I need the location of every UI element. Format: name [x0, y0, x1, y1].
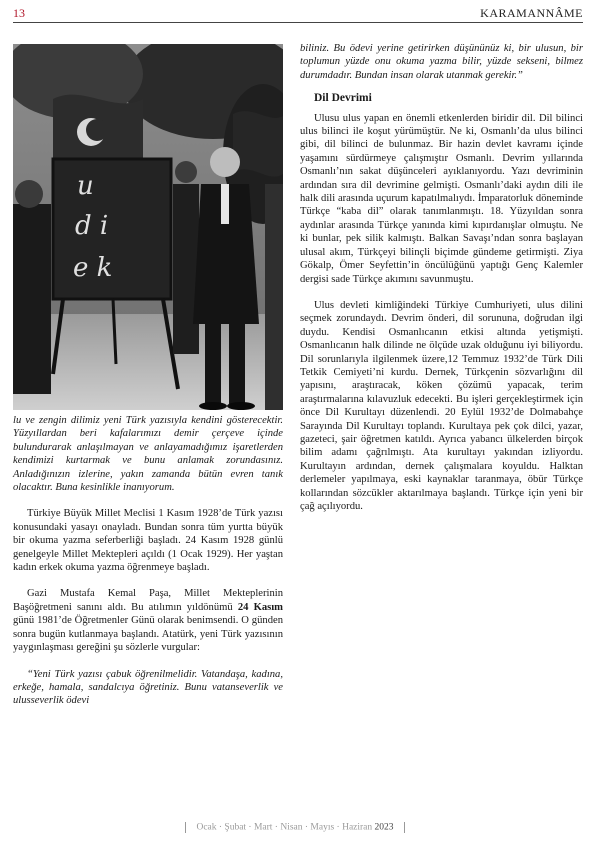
quote-continuation: biliniz. Bu ödevi yerine getirirken düşününüz ki, bir ulusun, bir toplumun yüzde onu okuma yazma bilir, yüzde sekseni, bilmez durumdadır. Bundan insan olarak utanmak gerekir.”: [300, 43, 583, 81]
board-letter-3: e k: [73, 253, 113, 283]
section-title: Dil Devrimi: [314, 92, 372, 105]
header-rule: [13, 22, 583, 23]
board-letter-1: u: [77, 171, 94, 201]
paragraph-language-awareness: Ulusu ulus yapan en önemli etkenlerden biridir dil. Dil bilinci ulus bilinci ile koşut yürümüştür. Ne ki, Osmanlı’da ulus bilinci gibi, dil bilinci de bulunmaz. Bir hazin devlet kavramı içinde yaşamını sürdürmeye çalışmıştır Osmanlı. Devrim yıllarında Osmanlı’nın sakat düşünceleri ayıklanıyordu. Yazı devriminin ardından sıra dil devrimine gelmişti. Osmanlı’daki aydın dili ile halk dili arasında uçurum kapatılmalıydı. İmparatorluk döneminde Türkçe “kaba dil” olarak tanımlanmıştı. 18. Yüzyıldan sonra aydınlar arasında Türkçe yanında kimi kıpırdanışlar olmuştu. Ne ki bunlar, pek silik kalmıştı. Balkan Savaşı’ndan sonra başlayan ulusal akım, Türkçeyi bilinçli biçimde gündeme getirmişti. Ziya Gökalp, Ömer Seyfettin’in öncülüğünü yaptığı Genç Kalemler dergisi sade Türkçe akımını savunmuştu.: [300, 112, 583, 285]
magazine-title: KARAMANNÂME: [480, 6, 583, 20]
board-letter-2: d i: [75, 211, 109, 241]
footer-year: 2023: [374, 822, 394, 833]
footer-months: Ocak · Şubat · Mart · Nisan · Mayıs · Haziran: [196, 822, 373, 833]
page-footer: [150, 822, 440, 836]
paragraph-teachers-day-b: günü 1981’de Öğretmenler Günü olarak benimsendi. O günden sonra bugün kutlanmaya başlandı. Atatürk, yeni Türk yazısının yaygınlaşması gereğini şu sözlerle vurgular:: [13, 615, 283, 654]
historical-photo: [13, 44, 283, 410]
teachers-day-date: 24 Kasım: [237, 601, 284, 613]
right-column: [300, 42, 583, 513]
page-number: 13: [13, 6, 25, 20]
footer-divider-left: [185, 822, 186, 833]
paragraph-teachers-day-a: Gazi Mustafa Kemal Paşa, Millet Mekteplerinin Başöğretmeni sanını aldı. Bu atılımın yıldönümü: [13, 588, 283, 613]
photo-illustration: [13, 44, 283, 410]
paragraph-teachers-day: [13, 587, 283, 654]
ataturk-quote: “Yeni Türk yazısı çabuk öğrenilmelidir. Vatandaşa, kadına, erkeğe, hamala, sandalcıya öğretiniz. Bunu vatanseverlik ve ulusseverlik ödevi: [13, 668, 283, 707]
quote-ending: lu ve zengin dilimiz yeni Türk yazısıyla kendini gösterecektir. Yüzyıllardan beri kafalarımızı demir çerçeve içinde bulundurarak anlaşılmayan ve anlayamadığımız işaretlerden kendimizi kurtarmak ve bunu anlamak zorundasınız. Anladığınızın izlerine, yakın zamanda bütün evren tanık olacaktır. Buna kesinlikle inanıyorum.: [13, 415, 283, 494]
paragraph-law: Türkiye Büyük Millet Meclisi 1 Kasım 1928’de Türk yazısı konusundaki yasayı onayladı. Bundan sonra tüm yurtta büyük bir okuma yazma seferberliği başladı. 24 Kasım 1928 günlü genelgeyle Millet Mektepleri açıldı (1 Ocak 1929). Her yaştan kadın erkek okuma yazma öğrenmeye başladı.: [13, 508, 283, 574]
footer-divider-right: [404, 822, 405, 833]
left-column: [13, 414, 283, 708]
paragraph-language-society: Ulus devleti kimliğindeki Türkiye Cumhuriyeti, ulus dilini seçmek zorundaydı. Devrim önderi, dil sorununa, doğrudan ilgi duydu. Kendisi Osmanlıcanın etkisi altında yetişmişti. Osmanlıcanın halk dilinde ne ölçüde uzak olduğunu iyi biliyordu. Dil sorunlarıyla ilgilenmek üzere,12 Temmuz 1932’de Türk Dili Tetkik Cemiyeti’ni kurdu. Dernek, Türkçenin sözvarlığını dil yapısını, araştıracak, köken çözümü yapacak, terim araştırmalarına kılavuzluk edecekti. Bu işleri gerçekleştirmek için önce Dil Kurultayı düzenlendi. 20 Eylül 1932’de Dolmabahçe Sarayında Dil Kurultayı toplandı. Kurultaya pek çok dilci, yazar, gazeteci, şair öğretmen katıldı. Ayrıca yabancı ülkelerden birçok bilim adamı çağrılmıştı. Ata kurultayı yakından izliyordu. Kurultayın ardından, dernek çalışmalara koyuldu. Halktan derlemeler yapılmaya, eski kaynaklar taranmaya, öbür Türkçe kollarından sözcükler aktarılmaya başlandı. Türkçe için yeni bir çağ açılıyordu.: [300, 299, 583, 512]
page-header: [13, 6, 583, 22]
